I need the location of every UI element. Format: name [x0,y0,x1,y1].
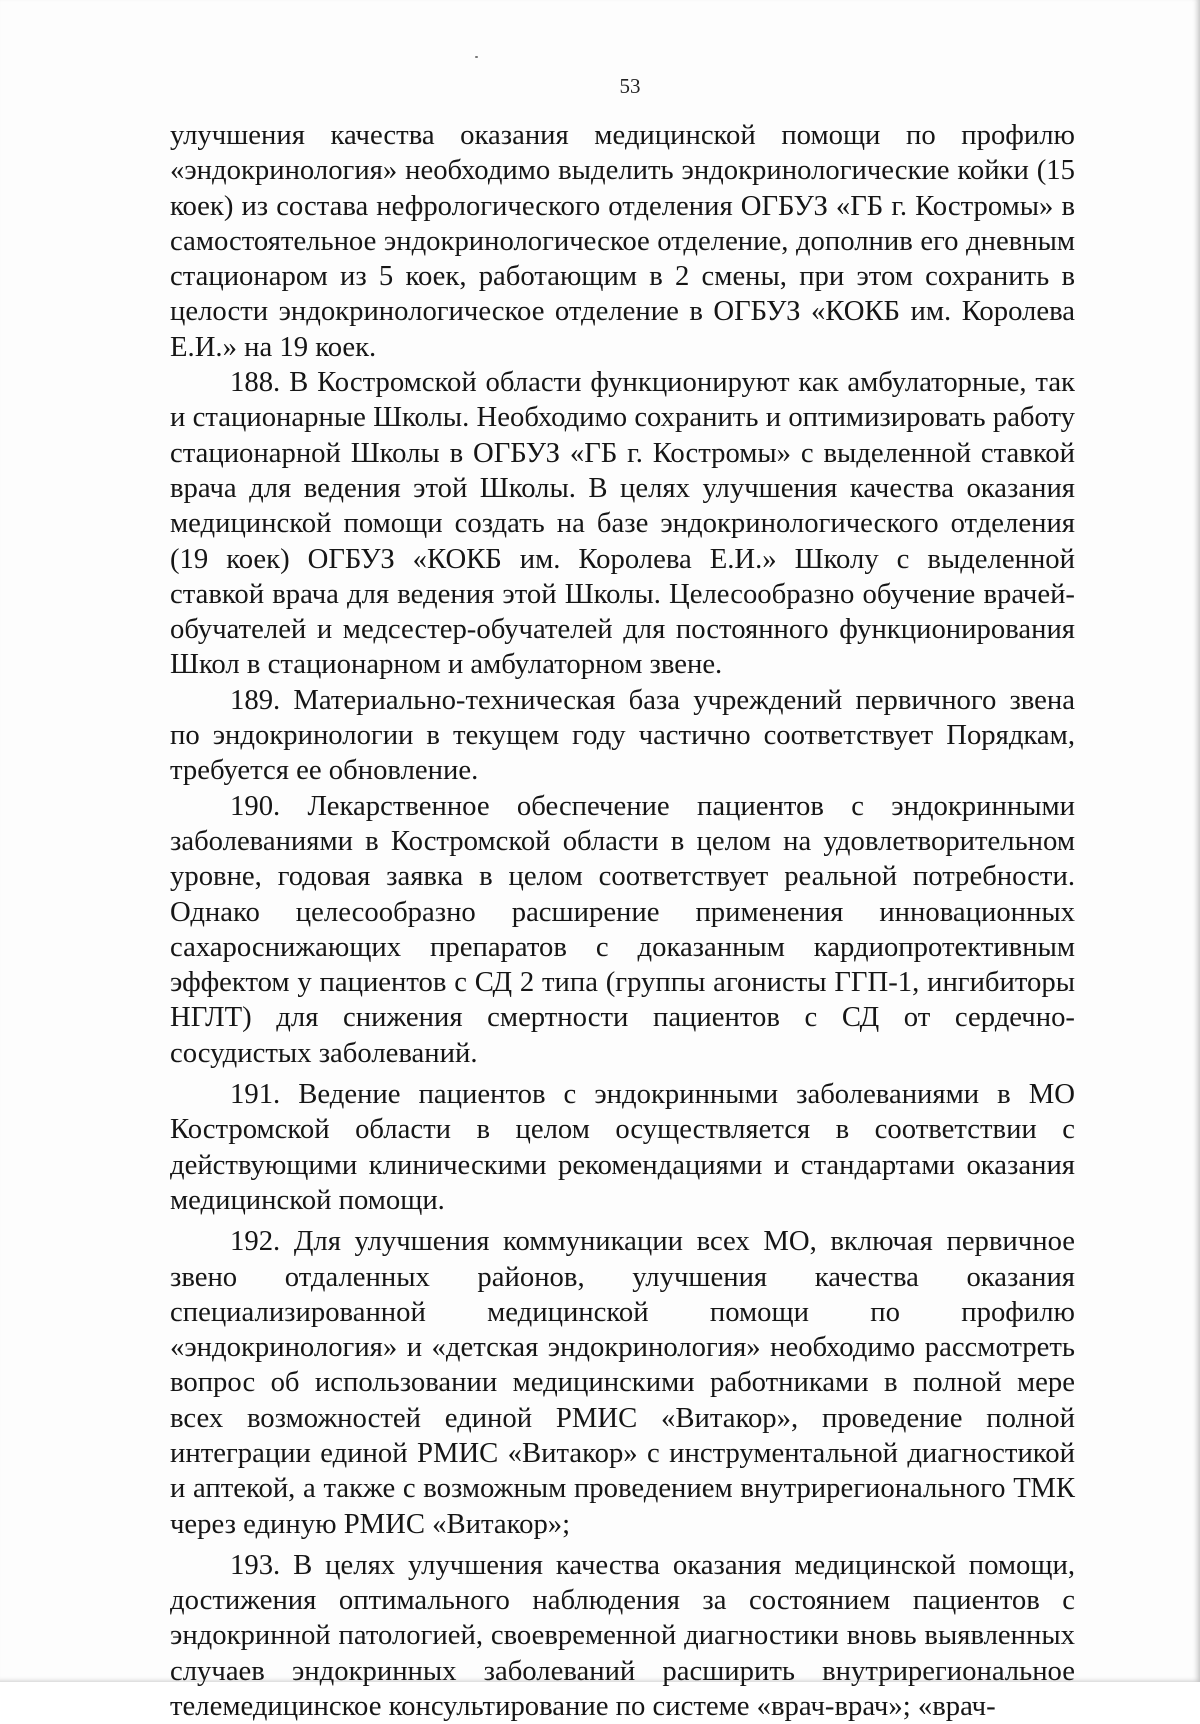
paragraph-continuation: улучшения качества оказания медицинской помощи по профилю «эндокринология» необходимо выделить эндокринологические койки (15 коек) из состава нефрологического отделения ОГБУЗ «ГБ г. Костромы» в самостоятельное эндокринологическое отделение, дополнив его дневным стационаром из 5 коек, работающим в 2 смены, при этом сохранить в целости эндокринологическое отделение в ОГБУЗ «КОКБ им. Королева Е.И.» на 19 коек. [170,119,1075,363]
paragraph-190: 190. Лекарственное обеспечение пациентов с эндокринными заболеваниями в Костромской области в целом на удовлетворительном уровне, годовая заявка в целом соответствует реальной потребности. Однако целесообразно расширение применения инновационных сахароснижающих препаратов с доказанным кардиопротективным эффектом у пациентов с СД 2 типа (группы агонисты ГГП-1, ингибиторы НГЛТ) для снижения смертности пациентов с СД от сердечно-сосудистых заболеваний. [170,789,1075,1069]
paragraph-189: 189. Материально-техническая база учреждений первичного звена по эндокринологии в текущем году частично соответствует Порядкам, требуется ее обновление. [170,683,1075,787]
scan-speck [475,56,478,58]
paragraph-191: 191. Ведение пациентов с эндокринными заболеваниями в МО Костромской области в целом осуществляется в соответствии с действующими клиническими рекомендациями и стандартами оказания медицинской помощи. [170,1078,1075,1216]
paragraph-193: 193. В целях улучшения качества оказания медицинской помощи, достижения оптимального наблюдения за состоянием пациентов с эндокринной патологией, своевременной диагностики вновь выявленных случаев эндокринных заболеваний расширить внутрирегиональное телемедицинское консультирование по системе «врач-врач»; «врач- [170,1548,1075,1723]
page-number: 53 [619,74,641,98]
paragraph-192: 192. Для улучшения коммуникации всех МО, включая первичное звено отдаленных районов, улучшения качества оказания специализированной медицинской помощи по профилю «эндокринология» и «детская эндокринология» необходимо рассмотреть вопрос об использовании медицинскими работниками в полной мере всех возможностей единой РМИС «Витакор», проведение полной интеграции единой РМИС «Витакор» с инструментальной диагностикой и аптекой, а также с возможным проведением внутрирегионального ТМК через единую РМИС «Витакор»; [170,1225,1075,1540]
paragraph-188: 188. В Костромской области функционируют как амбулаторные, так и стационарные Школы. Необходимо сохранить и оптимизировать работу стационарной Школы в ОГБУЗ «ГБ г. Костромы» с выделенной ставкой врача для ведения этой Школы. В целях улучшения качества оказания медицинской помощи создать на базе эндокринологического отделения (19 коек) ОГБУЗ «КОКБ им. Королева Е.И.» Школу с выделенной ставкой врача для ведения этой Школы. Целесообразно обучение врачей-обучателей и медсестер-обучателей для постоянного функционирования Школ в стационарном и амбулаторном звене. [170,366,1075,681]
body-text [170,118,1075,1724]
